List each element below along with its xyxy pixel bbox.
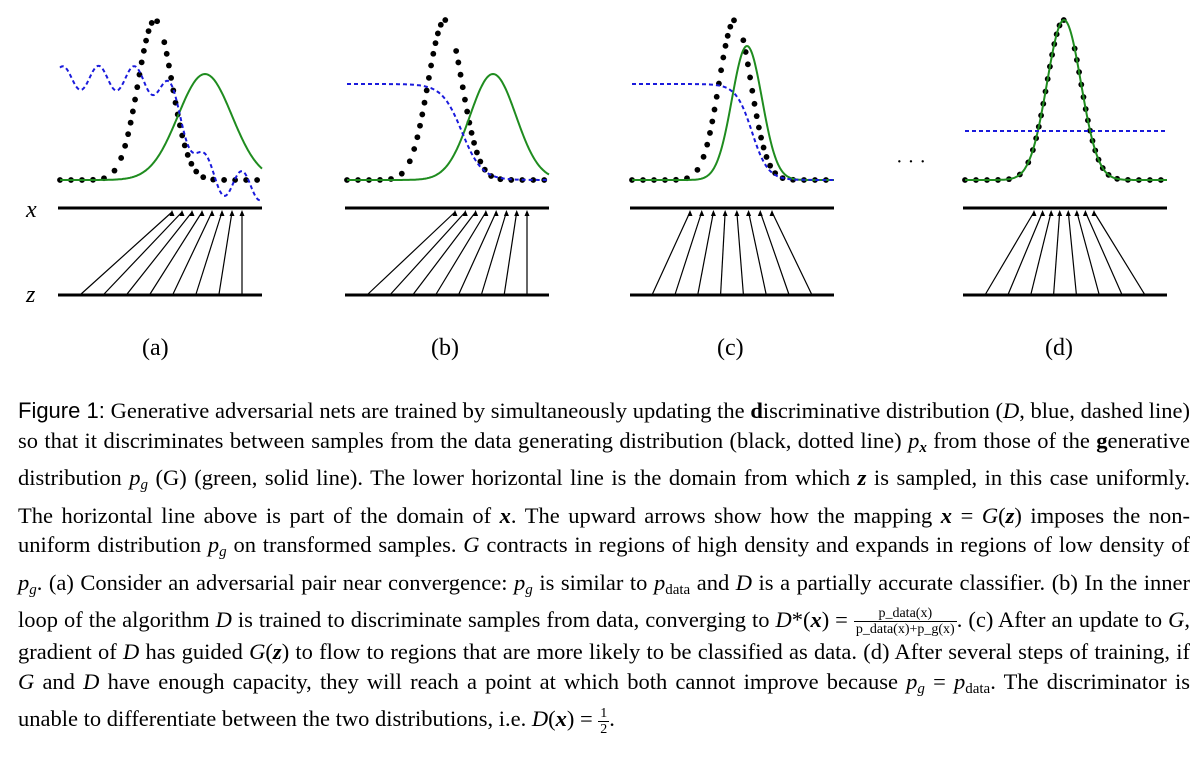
data-dot <box>125 131 131 137</box>
panel-b <box>344 17 549 295</box>
data-dot <box>161 39 167 45</box>
arrow-head <box>240 210 245 216</box>
data-distribution-dots <box>629 17 829 182</box>
math-p: p <box>207 532 220 557</box>
arrow-head <box>190 210 195 216</box>
data-dot <box>458 72 464 78</box>
arrow-head <box>230 210 235 216</box>
mapping-arrow <box>1085 212 1122 295</box>
mapping-arrow <box>1008 212 1043 295</box>
mapping-arrow <box>126 212 192 295</box>
data-dot <box>164 51 170 57</box>
optimal-d-fraction <box>854 606 957 637</box>
data-dot <box>474 150 480 156</box>
caption-text: (G) (green, solid line). The lower horizontal line is the domain from which <box>148 465 858 490</box>
math-sub-g: g <box>219 544 227 560</box>
data-dot <box>752 101 758 107</box>
data-dot <box>460 84 466 90</box>
generator-distribution-line <box>60 74 262 180</box>
data-dot <box>720 55 726 61</box>
caption-text: , blue, dashed line) so that it discriminates between samples from the data generating distribution (black, dotted line) <box>18 398 1190 453</box>
math-D: D <box>735 569 752 595</box>
math-sub-g: g <box>140 477 149 493</box>
data-dot <box>149 20 155 26</box>
data-dot <box>168 75 174 81</box>
math-p: p <box>129 465 141 490</box>
math-D: D <box>775 607 792 632</box>
caption-text: from those of the <box>926 427 1097 453</box>
data-dot <box>707 130 713 136</box>
data-dot <box>146 28 152 34</box>
caption-text: is similar to <box>532 569 654 595</box>
panel-label-b: (b) <box>431 335 459 361</box>
caption-text: = <box>952 502 982 528</box>
arrow-head <box>514 210 519 216</box>
data-dot <box>422 100 428 106</box>
arrow-head <box>688 210 693 216</box>
data-dot <box>139 59 145 65</box>
data-dot <box>471 140 477 146</box>
panel-c <box>629 17 834 295</box>
data-dot <box>438 22 444 28</box>
arrow-head <box>770 210 775 216</box>
data-dot <box>745 61 751 67</box>
caption-text: on transformed samples. <box>226 532 464 557</box>
panel-a <box>57 18 262 295</box>
arrow-head <box>494 210 499 216</box>
math-D: D <box>122 639 140 665</box>
mapping-arrow <box>1077 212 1099 295</box>
caption-text: Generative adversarial nets are trained by simultaneously updating the <box>104 398 751 423</box>
math-p: p <box>514 569 526 595</box>
arrow-head <box>1066 210 1071 216</box>
arrow-head <box>473 210 478 216</box>
mapping-arrow <box>760 212 789 295</box>
data-distribution-dots <box>57 18 260 183</box>
data-dot <box>428 63 434 69</box>
data-dot <box>424 87 430 93</box>
data-dot <box>414 134 420 140</box>
mapping-arrow <box>698 212 714 295</box>
arrow-head <box>723 210 728 216</box>
data-dot <box>761 145 767 151</box>
fraction-numerator: p_data(x) <box>854 606 957 622</box>
caption-text: is a partially accurate classifier. (b) In the inner loop of the algorithm <box>18 569 1190 632</box>
arrow-head <box>210 210 215 216</box>
math-sub-g: g <box>917 680 925 697</box>
mapping-arrow <box>675 212 702 295</box>
data-distribution-dots <box>962 17 1164 183</box>
caption-text: contracts in regions of high density and expands in regions of low density of <box>479 532 1191 557</box>
math-sub-x: x <box>919 439 927 456</box>
data-dot <box>723 43 729 49</box>
arrow-head <box>1074 210 1079 216</box>
math-sub-g: g <box>525 581 533 598</box>
data-dot <box>118 155 124 161</box>
arrow-head <box>1049 210 1054 216</box>
mapping-arrow <box>1094 212 1145 295</box>
data-dot <box>417 123 423 129</box>
arrow-head <box>746 210 751 216</box>
data-dot <box>411 146 417 152</box>
caption-text: ( <box>548 706 556 732</box>
math-sub-g: g <box>29 581 37 598</box>
math-z: z <box>1005 502 1015 528</box>
mapping-arrow <box>80 212 172 295</box>
data-dot <box>134 84 140 90</box>
panel-d <box>962 17 1167 295</box>
caption-text: . The discriminator is unable to differentiate between the two distributions, i.e. <box>18 668 1190 732</box>
ellipsis: · · · <box>896 151 926 173</box>
data-dot <box>154 18 160 24</box>
math-sub-data: data <box>665 581 691 598</box>
caption-text: have enough capacity, they will reach a point at which both cannot improve because <box>99 668 907 694</box>
fraction-denominator: p_data(x)+p_g(x) <box>855 622 955 638</box>
mapping-arrow <box>481 212 506 295</box>
math-p: p <box>18 569 30 595</box>
gan-figure <box>0 0 1200 380</box>
data-dot <box>758 135 764 141</box>
math-x: x <box>499 502 511 528</box>
data-dot <box>727 24 733 30</box>
caption-text: . <box>609 706 615 732</box>
data-dot <box>455 60 461 66</box>
panel-label-c: (c) <box>717 335 744 361</box>
caption-text: and <box>34 668 84 694</box>
math-D: D <box>531 706 549 732</box>
figure-panels <box>57 17 1167 295</box>
data-dot <box>166 63 172 69</box>
data-dot <box>112 168 118 174</box>
data-dot <box>695 167 701 173</box>
caption-bold-d: d <box>750 398 763 423</box>
data-dot <box>469 130 475 136</box>
math-G: G <box>981 502 999 528</box>
data-dot <box>188 161 194 167</box>
data-dot <box>764 154 770 160</box>
data-dot <box>718 67 724 73</box>
math-z: z <box>857 465 867 490</box>
data-dot <box>407 158 413 164</box>
caption-text: has guided <box>139 639 250 665</box>
math-p: p <box>653 569 666 595</box>
mapping-arrow <box>749 212 767 295</box>
arrow-head <box>1040 210 1045 216</box>
arrow-head <box>1092 210 1097 216</box>
data-dot <box>725 33 731 39</box>
math-D: D <box>83 668 100 694</box>
caption-text: ) imposes the non-uniform distribution <box>18 502 1190 557</box>
caption-text: enerative distribution <box>18 427 1190 490</box>
mapping-arrow <box>1031 212 1051 295</box>
caption-text: . (c) After an update to <box>956 607 1169 632</box>
data-dot <box>435 31 441 37</box>
caption-text: , gradient of <box>18 607 1191 665</box>
caption-text: iscriminative distribution ( <box>762 398 1003 423</box>
mapping-arrow <box>772 212 812 295</box>
data-dot <box>712 107 718 113</box>
caption-text: . The upward arrows show how the mapping <box>510 502 941 528</box>
arrow-head <box>1032 210 1037 216</box>
math-p: p <box>908 427 920 453</box>
data-dot <box>747 75 753 81</box>
x-axis-label: x <box>26 197 37 223</box>
data-dot <box>433 40 439 46</box>
arrow-head <box>483 210 488 216</box>
generator-distribution-line <box>632 46 834 180</box>
panel-label-a: (a) <box>142 335 169 361</box>
arrow-head <box>220 210 225 216</box>
data-dot <box>221 177 227 183</box>
data-dot <box>442 17 448 23</box>
data-dot <box>430 51 436 57</box>
generator-distribution-line <box>965 20 1167 180</box>
data-dot <box>182 142 188 148</box>
arrow-head <box>200 210 205 216</box>
arrow-head <box>525 210 530 216</box>
math-p: p <box>906 668 918 694</box>
caption-bold-g: g <box>1096 427 1108 453</box>
arrow-head <box>1083 210 1088 216</box>
arrow-head <box>1057 210 1062 216</box>
math-D: D <box>1002 398 1020 423</box>
data-dot <box>132 97 138 103</box>
caption-text: ( <box>998 502 1006 528</box>
caption-text: ) = <box>566 706 599 732</box>
mapping-arrow <box>173 212 212 295</box>
data-dot <box>254 177 260 183</box>
fraction-denominator: 2 <box>600 721 608 737</box>
figure-number: Figure 1: <box>18 398 105 423</box>
data-distribution-dots <box>344 17 547 183</box>
caption-text: ) to flow to regions that are more likely to be classified as data. (d) After several steps of training, if <box>281 639 1191 665</box>
data-dot <box>185 152 191 158</box>
math-G: G <box>18 668 35 694</box>
one-half-fraction <box>598 706 609 737</box>
data-dot <box>714 94 720 100</box>
data-dot <box>200 174 206 180</box>
generator-distribution-line <box>347 74 549 180</box>
caption-text: = <box>924 668 954 694</box>
arrow-head <box>758 210 763 216</box>
data-dot <box>143 38 149 44</box>
data-dot <box>130 109 136 115</box>
arrow-head <box>734 210 739 216</box>
z-axis-label: z <box>26 282 36 308</box>
caption-text: ) = <box>821 607 854 632</box>
mapping-arrow <box>985 212 1034 295</box>
math-sub-data: data <box>965 680 991 697</box>
math-x: x <box>810 607 822 632</box>
data-dot <box>193 169 199 175</box>
data-dot <box>731 17 737 23</box>
mapping-arrow <box>390 212 465 295</box>
data-dot <box>709 119 715 125</box>
math-G: G <box>249 639 266 665</box>
data-dot <box>419 112 425 118</box>
data-dot <box>756 125 762 131</box>
mapping-arrow <box>103 212 182 295</box>
mapping-arrow <box>196 212 222 295</box>
data-dot <box>740 37 746 43</box>
mapping-arrow <box>219 212 232 295</box>
fraction-numerator: 1 <box>600 705 608 721</box>
mapping-arrow <box>367 212 455 295</box>
arrow-head <box>699 210 704 216</box>
data-dot <box>767 163 773 169</box>
figure-caption <box>18 396 1190 737</box>
math-x: x <box>940 502 953 528</box>
mapping-arrow <box>652 212 690 295</box>
data-dot <box>426 75 432 81</box>
caption-text: is trained to discriminate samples from data, converging to <box>231 607 776 632</box>
mapping-arrow <box>721 212 726 295</box>
mapping-arrow <box>504 212 517 295</box>
data-dot <box>704 142 710 148</box>
data-dot <box>754 113 760 119</box>
data-dot <box>399 171 405 177</box>
caption-text: is sampled, in this case uniformly. The horizontal line above is part of the domain of <box>18 465 1191 528</box>
mapping-arrow <box>436 212 486 295</box>
caption-text: . (a) Consider an adversarial pair near convergence: <box>36 569 515 595</box>
caption-text: ( <box>265 639 273 665</box>
math-x: x <box>555 706 567 732</box>
data-dot <box>453 48 459 54</box>
axis-labels <box>25 197 37 308</box>
arrow-head <box>711 210 716 216</box>
arrow-head <box>463 210 468 216</box>
data-dot <box>701 154 707 160</box>
mapping-arrow <box>458 212 496 295</box>
math-p: p <box>953 668 966 694</box>
caption-text: and <box>690 569 736 595</box>
data-dot <box>122 143 128 149</box>
data-dot <box>141 48 147 54</box>
math-z: z <box>272 639 282 665</box>
mapping-arrow <box>413 212 476 295</box>
math-D: D <box>215 607 232 632</box>
mapping-arrow <box>737 212 744 295</box>
arrow-head <box>504 210 509 216</box>
math-G: G <box>463 532 480 557</box>
caption-text: *( <box>791 607 811 632</box>
mapping-arrow <box>1054 212 1060 295</box>
data-dot <box>462 97 468 103</box>
data-dot <box>464 109 470 115</box>
mapping-arrow <box>1068 212 1076 295</box>
data-dot <box>749 88 755 94</box>
math-G: G <box>1168 607 1185 632</box>
data-dot <box>128 120 134 126</box>
panel-label-d: (d) <box>1045 335 1073 361</box>
